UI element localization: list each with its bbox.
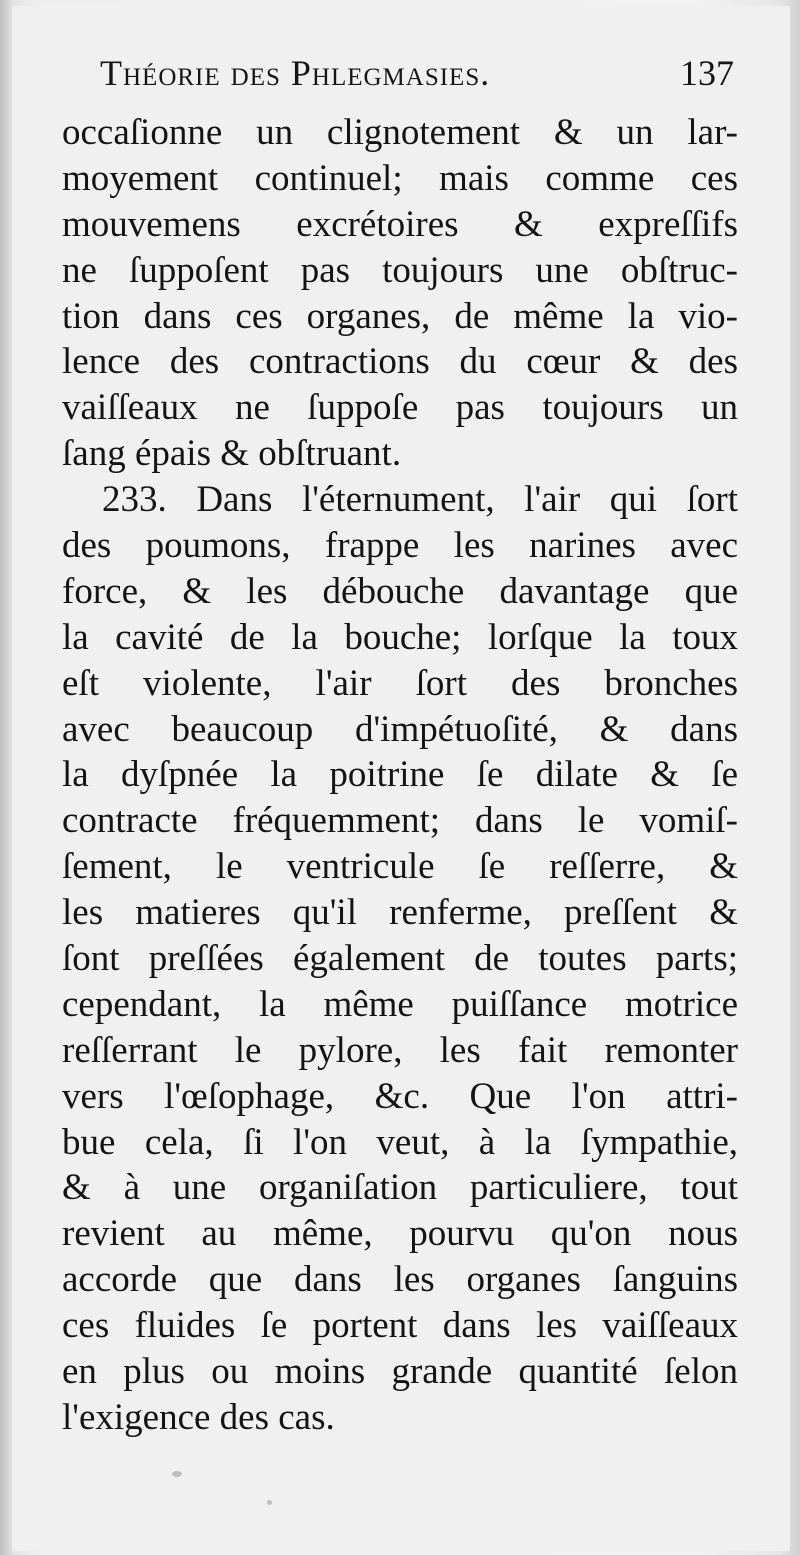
text-line: bue cela, ſi l'on veut, à la ſympathie,	[62, 1121, 738, 1163]
text-line: avec beaucoup d'impétuoſité, & dans	[62, 708, 738, 750]
text-line: la dyſpnée la poitrine ſe dilate & ſe	[62, 754, 738, 796]
text-line: ſont preſſées également de toutes parts;	[62, 938, 738, 980]
text-line: ſang épais & obſtruant.	[62, 433, 402, 475]
text-line: tion dans ces organes, de même la vio-	[62, 295, 738, 337]
text-line: mouvemens excrétoires & expreſſifs	[62, 203, 738, 245]
body-text	[62, 110, 738, 1441]
text-line: ſement, le ventricule ſe reſſerre, &	[62, 846, 738, 888]
running-head	[100, 52, 740, 96]
text-line: cependant, la même puiſſance motrice	[62, 983, 738, 1025]
text-line: lence des contractions du cœur & des	[62, 341, 738, 383]
page-number: 137	[680, 53, 734, 93]
running-head-title: Théorie des Phlegmasies.	[100, 53, 491, 93]
text-line: la cavité de la bouche; lorſque la toux	[62, 616, 738, 658]
text-line: en plus ou moins grande quantité ſelon	[62, 1351, 738, 1393]
text-line: force, & les débouche davantage que	[62, 570, 738, 612]
text-line: les matieres qu'il renferme, preſſent &	[62, 892, 738, 934]
paragraph-1	[62, 110, 738, 477]
text-line: l'exigence des cas.	[62, 1396, 335, 1438]
text-line: moyement continuel; mais comme ces	[62, 157, 738, 199]
ink-speck	[267, 1500, 272, 1505]
paragraph-233	[62, 477, 738, 1441]
ink-speck	[172, 1471, 182, 1477]
text-line: & à une organiſation particuliere, tout	[62, 1167, 738, 1209]
text-line: vaiſſeaux ne ſuppoſe pas toujours un	[62, 387, 738, 429]
text-line: vers l'œſophage, &c. Que l'on attri-	[62, 1075, 738, 1117]
text-line: accorde que dans les organes ſanguins	[62, 1259, 738, 1301]
text-line: reſſerrant le pylore, les fait remonter	[62, 1029, 738, 1071]
text-line: occaſionne un clignotement & un lar-	[62, 112, 738, 153]
text-line: des poumons, frappe les narines avec	[62, 525, 738, 567]
text-line: ces fluides ſe portent dans les vaiſſeaux	[62, 1305, 738, 1347]
text-line: ne ſuppoſent pas toujours une obſtruc-	[62, 249, 738, 291]
text-line: revient au même, pourvu qu'on nous	[62, 1213, 738, 1255]
text-line: eſt violente, l'air ſort des bronches	[62, 662, 738, 704]
text-line: 233. Dans l'éternument, l'air qui ſort	[102, 479, 738, 521]
text-line: contracte fréquemment; dans le vomiſ-	[62, 800, 738, 842]
